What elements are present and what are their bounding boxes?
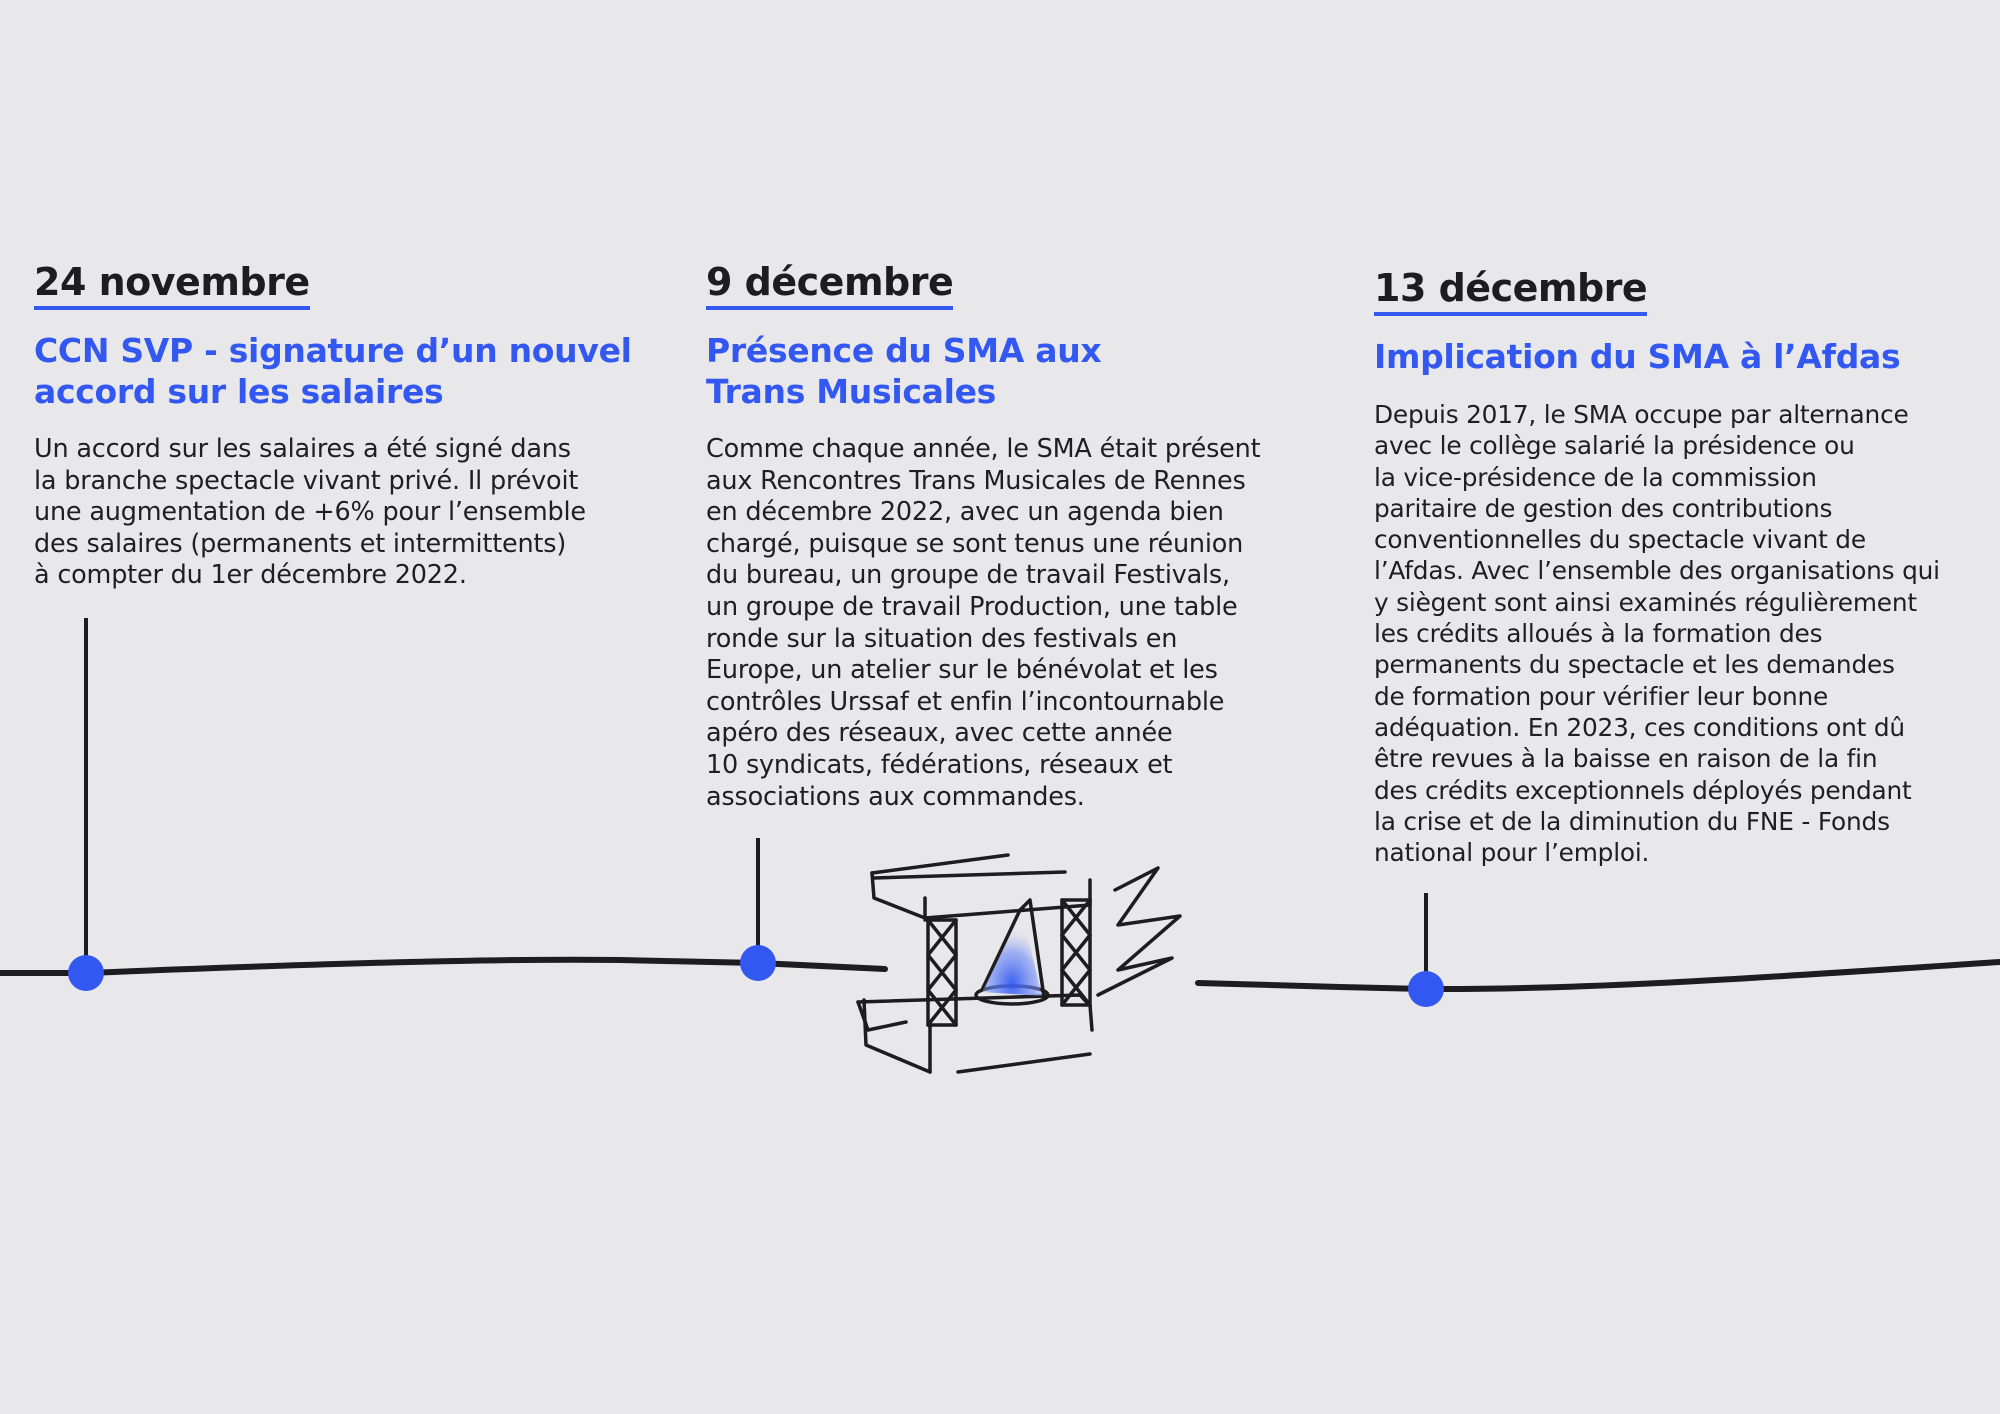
event-title: Présence du SMA aux Trans Musicales (706, 331, 1102, 411)
timeline-dot-icon (740, 945, 776, 981)
event-body: Depuis 2017, le SMA occupe par alternance avec le collège salarié la présidence ou la vice-présidence de la commission paritaire de gestion des contributions conventionnelles du spectacle vivant de l’Afdas. Avec l’ensemble des organisations qui y siègent sont ainsi examinés régulièrement les crédits alloués à la formation des permanents du spectacle et les demandes de formation pour vérifier leur bonne adéquation. En 2023, ces conditions ont dû être revues à la baisse en raison de la fin des crédits exceptionnels déployés pendant la crise et de la diminution du FNE - Fonds national pour l’emploi. (1374, 400, 1940, 868)
timeline-line-right (1198, 962, 2000, 989)
event-title: Implication du SMA à l’Afdas (1374, 337, 1901, 376)
event-date: 24 novembre (34, 258, 310, 310)
event-title: CCN SVP - signature d’un nouvel accord sur les salaires (34, 331, 632, 411)
timeline-dot-icon (68, 955, 104, 991)
event-body: Un accord sur les salaires a été signé dans la branche spectacle vivant privé. Il prévoit une augmentation de +6% pour l’ensemble des salaires (permanents et intermittents) à compter du 1er décembre 2022. (34, 434, 586, 591)
event-date: 13 décembre (1374, 264, 1647, 316)
event-body: Comme chaque année, le SMA était présent aux Rencontres Trans Musicales de Rennes en décembre 2022, avec un agenda bien chargé, puisque se sont tenus une réunion du bureau, un groupe de travail Festivals, un groupe de travail Production, une table ronde sur la situation des festivals en Europe, un atelier sur le bénévolat et les contrôles Urssaf et enfin l’incontournable apéro des réseaux, avec cette année 10 syndicats, fédérations, réseaux et associations aux commandes. (706, 434, 1261, 812)
event-date: 9 décembre (706, 258, 953, 310)
timeline-dot-icon (1408, 971, 1444, 1007)
